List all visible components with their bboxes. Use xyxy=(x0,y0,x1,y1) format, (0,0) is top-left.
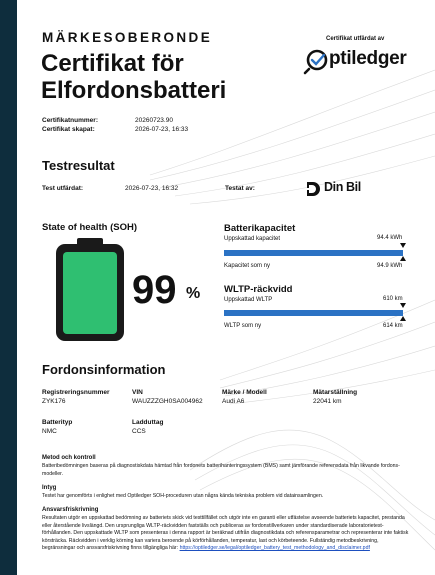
registration-label: Registreringsnummer xyxy=(42,389,110,396)
battery-icon xyxy=(55,238,125,342)
certificate-title: Certifikat för Elfordonsbatteri xyxy=(41,50,227,104)
liability-text: Resultaten utgör en uppskattad bedömning av batteriets skick vid testtillfället och utgör inte en garanti eller utfästelse avseende batteriets kapacitet, prestanda eller återstående livslängd. Den ursprungliga WLTP-räckvidden fastställs och publiceras av fordonstillverkaren under standardiserade laboratorietest-förhållanden. Den uppskattade WLTP som presenteras i denna rapport är beräknad utifrån diagnostikdata och referensparametrar och representerar inte faktisk körsträcka. Räckvidden i verklig körning kan variera beroende på körförhållanden, temperatur, last och körbeteende. Fullständig metodbeskrivning, begränsningar och ansvarsfriskrivning finns tillgängliga här: xyxy=(42,515,409,552)
methodology-link[interactable]: https://optiledger.se/legal/optiledger_battery_test_methodology_and_disclaimer.pdf xyxy=(179,545,370,552)
din-bil-logo-icon xyxy=(306,181,320,197)
certification-heading: Intyg xyxy=(42,485,57,491)
liability-heading: Ansvarsfriskrivning xyxy=(42,507,99,513)
charge-port-value: CCS xyxy=(132,428,146,435)
odometer-value: 22041 km xyxy=(313,398,342,405)
make-model-label: Märke / Modell xyxy=(222,389,267,396)
capacity-new-value: 94.9 kWh xyxy=(377,263,403,269)
registration-value: ZYK176 xyxy=(42,398,66,405)
capacity-heading: Batterikapacitet xyxy=(224,223,296,234)
tested-by-label: Testat av: xyxy=(225,185,255,192)
range-new-label: WLTP som ny xyxy=(224,323,262,329)
vin-value: WAUZZZGH0SA004962 xyxy=(132,398,203,405)
certificate-kicker: MÄRKESOBERONDE xyxy=(42,30,213,45)
capacity-bar xyxy=(224,250,403,256)
optiledger-logo xyxy=(303,47,413,75)
capacity-new-marker xyxy=(400,256,406,261)
method-text: Batteribedömningen baseras på diagnostiskdata hämtad från fordonets batterihanteringssystem (BMS) samt jämförande referensdata från likvande fordons-modeller. xyxy=(42,463,400,477)
range-estimated-marker xyxy=(400,303,406,308)
capacity-estimated-value: 94.4 kWh xyxy=(377,235,403,241)
capacity-new-label: Kapacitet som ny xyxy=(224,263,271,269)
certificate-created-value: 2026-07-23, 16:33 xyxy=(135,126,189,133)
vehicle-info-heading: Fordonsinformation xyxy=(42,362,166,377)
capacity-estimated-label: Uppskattad kapacitet xyxy=(224,236,281,242)
test-performed-label: Test utfärdat: xyxy=(42,185,84,192)
tester-name: Din Bil xyxy=(324,180,361,194)
battery-type-value: NMC xyxy=(42,428,57,435)
range-heading: WLTP-räckvidd xyxy=(224,284,293,295)
optiledger-logo-mark-icon xyxy=(303,47,331,75)
certification-text: Testet har genomförts i enlighet med Optiledger SOH-proceduren utan några kända tekniska problem vid datainsamlingen. xyxy=(42,493,324,499)
certificate-number-value: 20260723.90 xyxy=(135,117,173,124)
tester-logo xyxy=(306,180,376,198)
issued-by-label: Certifikat utfärdat av xyxy=(326,36,385,42)
test-results-heading: Testresultat xyxy=(42,158,115,173)
optiledger-logo-text: ptiledger xyxy=(329,48,407,69)
method-heading: Metod och kontroll xyxy=(42,455,96,461)
charge-port-label: Ladduttag xyxy=(132,419,164,426)
soh-value: 99 xyxy=(132,268,177,312)
battery-type-label: Batterityp xyxy=(42,419,73,426)
soh-heading: State of health (SOH) xyxy=(42,222,138,233)
odometer-label: Mätarställning xyxy=(313,389,358,396)
liability-block xyxy=(42,515,412,553)
range-new-marker xyxy=(400,316,406,321)
certificate-created-label: Certifikat skapat: xyxy=(42,126,95,133)
test-performed-value: 2026-07-23, 16:32 xyxy=(125,185,179,192)
soh-unit: % xyxy=(186,285,201,302)
battery-fill xyxy=(63,252,117,334)
range-estimated-value: 610 km xyxy=(383,296,403,302)
capacity-estimated-marker xyxy=(400,243,406,248)
range-estimated-label: Uppskattad WLTP xyxy=(224,297,273,303)
vin-label: VIN xyxy=(132,389,143,396)
make-model-value: Audi A6 xyxy=(222,398,245,405)
certificate-number-label: Certifikatnummer: xyxy=(42,117,98,124)
range-bar xyxy=(224,310,403,316)
range-new-value: 614 km xyxy=(383,323,403,329)
